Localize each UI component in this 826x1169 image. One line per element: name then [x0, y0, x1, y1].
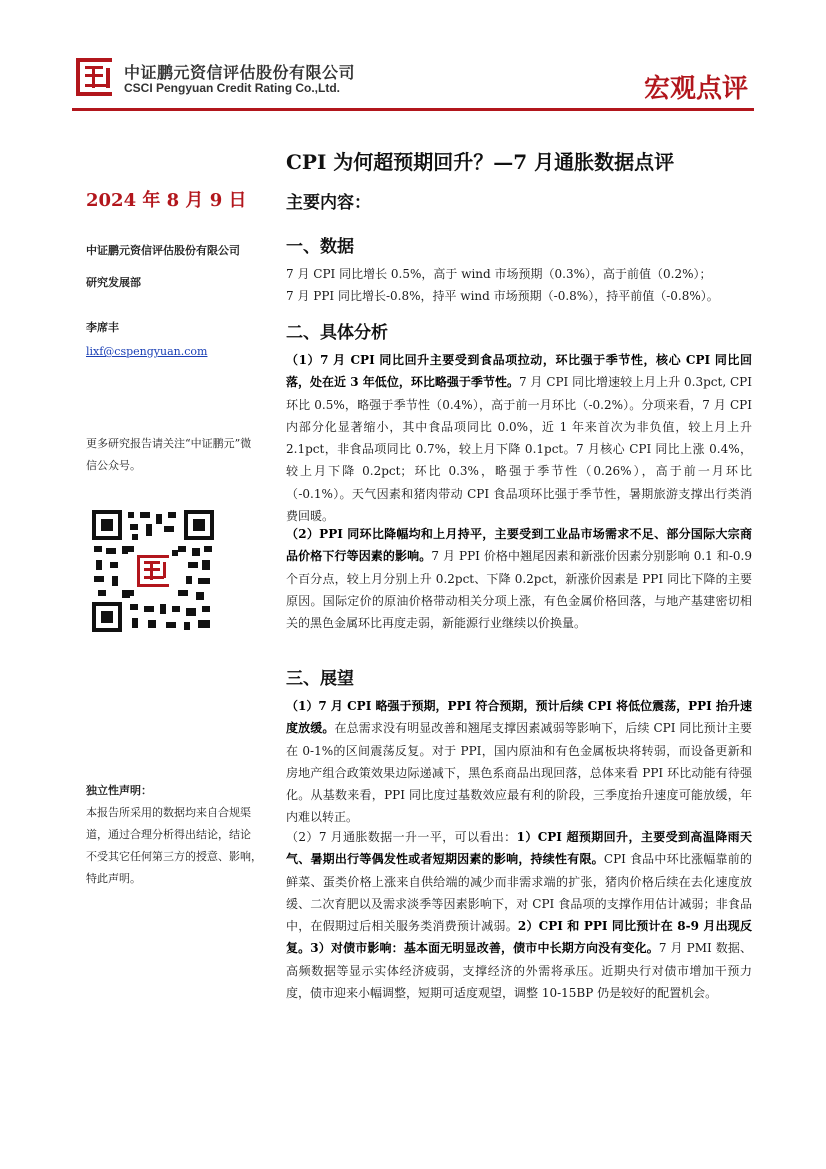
follow-note: [86, 433, 251, 477]
follow-note-line: 更多研究报告请关注“中证鹏元”微: [86, 437, 252, 450]
report-title: CPI 为何超预期回升？—7 月通胀数据点评: [286, 150, 675, 174]
disclaimer-title: 独立性声明：: [86, 784, 152, 797]
follow-note-line: 信公众号。: [86, 459, 141, 472]
outlook-1-body: 在总需求没有明显改善和翘尾支撑因素减弱等影响下，后续 CPI 同比预计主要在 0-1%的区间震荡反复。对于 PPI，国内原油和有色金属板块将转弱，而设备更新和房地产组合政策效果边际递减下，黑色系商品出现回落，总体来看 PPI 环比动能有待强化。从基数来看，PPI 同比度过基数效应最有利的阶段，三季度抬升速度可能放缓，年内难以转正。: [286, 721, 752, 825]
analysis-paragraph-1: [286, 349, 752, 527]
outlook-2-bold-a: 1）CPI 超预期回升，主要受到高温降雨天气、暑期出行等偶发性或者短期因素的影响，持续性有限。: [286, 830, 752, 867]
author-email-link[interactable]: lixf@cspengyuan.com: [86, 345, 208, 358]
data-line: 7 月 PPI 同比增长-0.8%，持平 wind 市场预期（-0.8%），持平前值（-0.8%）。: [286, 289, 719, 304]
outlook-2-body-b: 7 月 PMI 数据、高频数据等显示实体经济疲弱，支撑经济的外需将承压。近期央行对债市增加干预力度，债市迎来小幅调整，短期可适度观望，调整 10-15BP 仍是较好的配置机会。: [286, 941, 752, 1001]
author-email-wrap: [86, 341, 207, 363]
outlook-paragraph-2: [286, 826, 752, 1004]
analysis-1-body: 7 月 CPI 同比增速较上月上升 0.3pct, CPI 环比 0.5%，略强于季节性（0.4%），高于前一月环比（-0.2%）。分项来看，7 月 CPI 内部分化显著缩小，其中食品项同比 0.0%，近 1 年来首次为非负值，较上月上升 2.1pct，非食品项同比 0.7%，较上月下降 0.1pct。7 月核心 CPI 同比上涨 0.4%，较上月下降 0.2pct；环比 0.3%，略强于季节性（0.26%），高于前一月环比（-0.1%）。天气因素和猪肉带动 CPI 食品项环比强于季节性，暑期旅游支撑出行类消费回暖。: [286, 375, 752, 524]
outlook-2-lead: （2）7 月通胀数据一升一平，可以看出：: [286, 830, 517, 844]
company-logo: [76, 58, 112, 96]
sidebar-org: 中证鹏元资信评估股份有限公司: [86, 244, 240, 257]
qr-code: [92, 510, 214, 632]
header-divider: [72, 108, 754, 111]
outlook-2-bold-b: 2）CPI 和 PPI 同比预计在 8-9 月出现反复。3）对债市影响：基本面无明显改善，债市中长期方向没有变化。: [286, 919, 752, 956]
analysis-2-body: 7 月 PPI 价格中翘尾因素和新涨价因素分别影响 0.1 和-0.9 个百分点，较上月分别上升 0.2pct、下降 0.2pct，新涨价因素是 PPI 同比下降的主要原因。国际定价的原油价格带动相关分项上涨，有色金属价格回落，与地产基建密切相关的黑色金属环比再度走弱，新能源行业继续以价换量。: [286, 549, 752, 631]
analysis-1-lead: （1）7 月 CPI 同比回升主要受到食品项拉动，环比强于季节性，核心 CPI 同比回落，处在近 3 年低位，环比略强于季节性。: [286, 353, 752, 390]
disclaimer-line: 特此声明。: [86, 872, 141, 885]
section-title-analysis: 二、具体分析: [286, 323, 388, 343]
disclaimer: [86, 780, 262, 890]
qr-code-icon: [92, 510, 214, 632]
data-paragraph: [286, 263, 752, 308]
author-name: 李席丰: [86, 321, 119, 334]
disclaimer-line: 道，通过合理分析得出结论，结论: [86, 828, 251, 841]
disclaimer-line: 不受其它任何第三方的授意、影响，: [86, 850, 262, 863]
outlook-2-body-a: CPI 食品中环比涨幅靠前的鲜菜、蛋类价格上涨来自供给端的减少而非需求端的扩张，猪肉价格后续在去化速度放缓、二次育肥以及需求淡季等因素影响下，对 CPI 食品项的支撑作用估计减弱；非食品中，在假期过后相关服务类消费预计减弱。: [286, 852, 752, 934]
disclaimer-line: 本报告所采用的数据均来自合规渠: [86, 806, 251, 819]
section-title-data: 一、数据: [286, 237, 354, 257]
logo-mark-icon: [76, 58, 112, 96]
report-category: 宏观点评: [643, 74, 748, 104]
company-name-en: CSCI Pengyuan Credit Rating Co.,Ltd.: [124, 81, 341, 95]
outlook-1-lead: （1）7 月 CPI 略强于预期，PPI 符合预期，预计后续 CPI 将低位震荡，PPI 抬升速度放缓。: [286, 699, 752, 736]
report-date: 2024 年 8 月 9 日: [86, 190, 247, 211]
analysis-paragraph-2: [286, 523, 752, 634]
section-title-outlook: 三、展望: [286, 669, 354, 689]
sidebar-dept: 研究发展部: [86, 276, 141, 289]
data-line: 7 月 CPI 同比增长 0.5%，高于 wind 市场预期（0.3%），高于前值（0.2%）；: [286, 267, 712, 281]
main-heading: 主要内容：: [286, 193, 371, 213]
analysis-2-lead: （2）PPI 同环比降幅均和上月持平，主要受到工业品市场需求不足、部分国际大宗商品价格下行等因素的影响。: [286, 527, 752, 564]
outlook-paragraph-1: [286, 695, 752, 829]
company-name-cn: 中证鹏元资信评估股份有限公司: [124, 63, 356, 82]
